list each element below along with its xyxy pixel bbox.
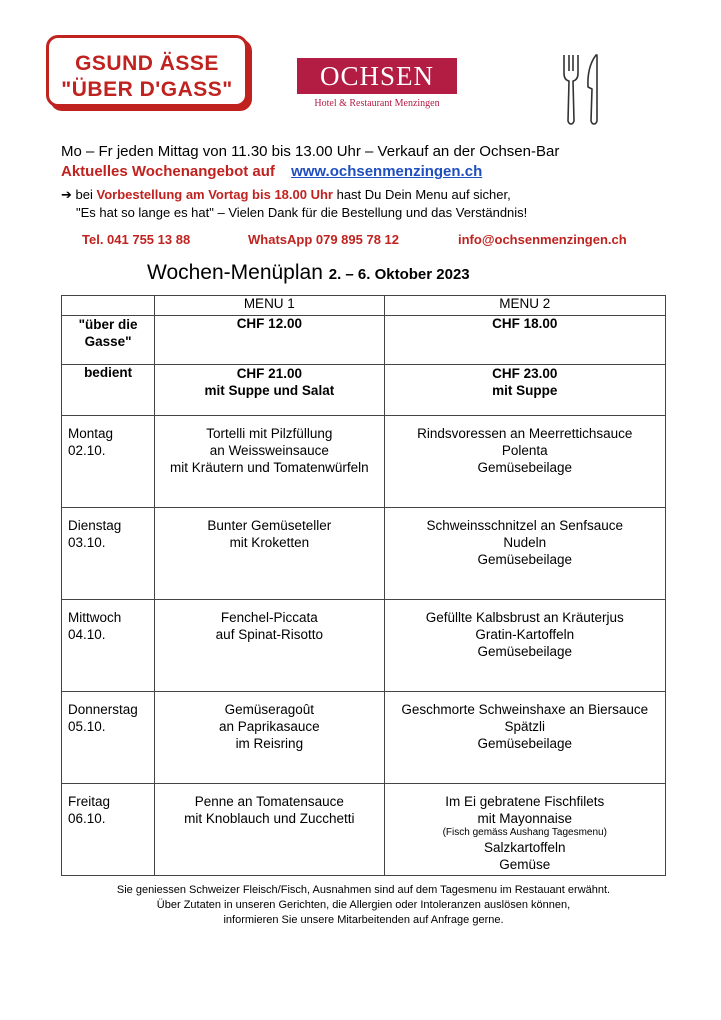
- dish-line: Fenchel-Piccata: [220, 610, 318, 625]
- whatsapp-number[interactable]: WhatsApp 079 895 78 12: [248, 232, 400, 247]
- header-empty-cell: [62, 296, 155, 316]
- dish-line: Im Ei gebratene Fischfilets: [445, 794, 605, 809]
- ochsen-logo: [297, 58, 457, 112]
- day-label-cell: [62, 508, 155, 600]
- day-name: Mittwoch: [68, 610, 122, 625]
- day-date: 03.10.: [68, 535, 106, 550]
- menu-plan-dates: 2. – 6. Oktober 2023: [328, 266, 470, 283]
- table-row: [62, 784, 666, 876]
- takeaway-label: "über die Gasse": [62, 316, 155, 365]
- dish-line: an Paprikasauce: [219, 719, 320, 734]
- dish-line: Gemüsebeilage: [477, 644, 573, 659]
- gsund-asse-badge: [46, 35, 254, 113]
- dish-line: Geschmorte Schweinshaxe an Biersauce: [401, 702, 649, 717]
- dish-line: Polenta: [501, 443, 548, 458]
- day-label-cell: [62, 784, 155, 876]
- menu-plan-heading: Wochen-Menüplan: [147, 261, 323, 284]
- dish-line: Gemüse: [499, 857, 551, 872]
- footer-note: [61, 883, 666, 928]
- takeaway-price-menu1: CHF 12.00: [155, 316, 384, 365]
- day-name: Montag: [68, 426, 114, 441]
- menu2-dish-cell: [384, 692, 665, 784]
- served-price-row: [62, 365, 666, 416]
- footer-line-2: Über Zutaten in unseren Gerichten, die Allergien oder Intoleranzen auslösen können,: [156, 899, 571, 911]
- fork-knife-icon: [560, 53, 604, 125]
- preorder-deadline: Vorbestellung am Vortag bis 18.00 Uhr: [96, 187, 333, 202]
- dish-line: Gratin-Kartoffeln: [475, 627, 575, 642]
- served-price-menu2-extra: mit Suppe: [492, 383, 558, 398]
- dish-line: mit Mayonnaise: [477, 811, 573, 826]
- weekly-menu-table: [61, 295, 666, 876]
- arrow-right-icon: ➔: [61, 187, 72, 202]
- footer-line-1: Sie geniessen Schweizer Fleisch/Fisch, Ausnahmen sind auf dem Tagesmenu im Restauant erwähnt.: [116, 884, 611, 896]
- day-date: 06.10.: [68, 811, 106, 826]
- preorder-suffix: hast Du Dein Menu auf sicher,: [332, 187, 511, 202]
- dish-line: Spätzli: [504, 719, 546, 734]
- preorder-prefix: bei: [75, 187, 97, 202]
- dish-line: Gemüsebeilage: [477, 736, 573, 751]
- menu-plan-title: [147, 261, 470, 285]
- served-price-menu1-amount: CHF 21.00: [236, 366, 302, 381]
- day-name: Dienstag: [68, 518, 122, 533]
- badge-line-2: "ÜBER D'GASS": [61, 78, 233, 101]
- thanks-line: "Es hat so lange es hat" – Vielen Dank für die Bestellung und das Verständnis!: [76, 205, 528, 220]
- menu1-header: MENU 1: [155, 296, 384, 316]
- dish-line: auf Spinat-Risotto: [215, 627, 323, 642]
- day-date: 04.10.: [68, 627, 106, 642]
- dish-line: Gefüllte Kalbsbrust an Kräuterjus: [425, 610, 624, 625]
- dish-line: Penne an Tomatensauce: [194, 794, 344, 809]
- dish-line: Rindsvoressen an Meerrettichsauce: [417, 426, 633, 441]
- day-name: Donnerstag: [68, 702, 138, 717]
- dish-line: Nudeln: [503, 535, 547, 550]
- badge-line-1: GSUND ÄSSE: [75, 52, 219, 75]
- menu1-dish-cell: [155, 600, 384, 692]
- table-row: [62, 508, 666, 600]
- phone-number[interactable]: Tel. 041 755 13 88: [82, 232, 191, 247]
- menu2-dish-cell: [384, 784, 665, 876]
- day-name: Freitag: [68, 794, 111, 809]
- served-price-menu1: [155, 365, 384, 416]
- preorder-line: [61, 187, 511, 203]
- menu1-dish-cell: [155, 416, 384, 508]
- dish-line: Schweinsschnitzel an Senfsauce: [426, 518, 624, 533]
- menu1-dish-cell: [155, 692, 384, 784]
- dish-line: Salzkartoffeln: [483, 840, 566, 855]
- table-row: [62, 416, 666, 508]
- menu1-dish-cell: [155, 508, 384, 600]
- opening-hours: Mo – Fr jeden Mittag von 11.30 bis 13.00 Uhr – Verkauf an der Ochsen-Bar: [61, 143, 560, 160]
- dish-line: (Fisch gemäss Aushang Tagesmenu): [442, 827, 607, 838]
- table-row: [62, 600, 666, 692]
- dish-line: an Weissweinsauce: [209, 443, 329, 458]
- served-label: bedient: [62, 365, 155, 416]
- served-price-menu2-amount: CHF 23.00: [492, 366, 558, 381]
- dish-line: mit Knoblauch und Zucchetti: [184, 811, 355, 826]
- email-address[interactable]: info@ochsenmenzingen.ch: [458, 232, 627, 247]
- menu2-dish-cell: [384, 508, 665, 600]
- day-label-cell: [62, 600, 155, 692]
- dish-line: Gemüseragoût: [224, 702, 314, 717]
- takeaway-price-menu2: CHF 18.00: [384, 316, 665, 365]
- day-label-cell: [62, 416, 155, 508]
- footer-line-3: informieren Sie unsere Mitarbeitenden auf Anfrage gerne.: [223, 914, 504, 926]
- menu2-dish-cell: [384, 416, 665, 508]
- dish-line: Bunter Gemüseteller: [207, 518, 332, 533]
- dish-line: im Reisring: [235, 736, 304, 751]
- menu1-dish-cell: [155, 784, 384, 876]
- day-label-cell: [62, 692, 155, 784]
- day-date: 05.10.: [68, 719, 106, 734]
- table-header-row: [62, 296, 666, 316]
- dish-line: mit Kroketten: [229, 535, 310, 550]
- day-date: 02.10.: [68, 443, 106, 458]
- served-price-menu1-extra: mit Suppe und Salat: [204, 383, 335, 398]
- weekly-offer-label: Aktuelles Wochenangebot auf: [61, 163, 275, 180]
- table-row: [62, 692, 666, 784]
- dish-line: Gemüsebeilage: [477, 552, 573, 567]
- dish-line: Tortelli mit Pilzfüllung: [206, 426, 333, 441]
- takeaway-price-row: [62, 316, 666, 365]
- menu2-dish-cell: [384, 600, 665, 692]
- ochsen-logo-name: OCHSEN: [319, 61, 434, 91]
- weekly-offer-line: [61, 163, 482, 180]
- served-price-menu2: [384, 365, 665, 416]
- menu2-header: MENU 2: [384, 296, 665, 316]
- website-link[interactable]: www.ochsenmenzingen.ch: [291, 163, 483, 180]
- dish-line: Gemüsebeilage: [477, 460, 573, 475]
- ochsen-logo-subtitle: Hotel & Restaurant Menzingen: [314, 98, 440, 109]
- dish-line: mit Kräutern und Tomatenwürfeln: [170, 460, 369, 475]
